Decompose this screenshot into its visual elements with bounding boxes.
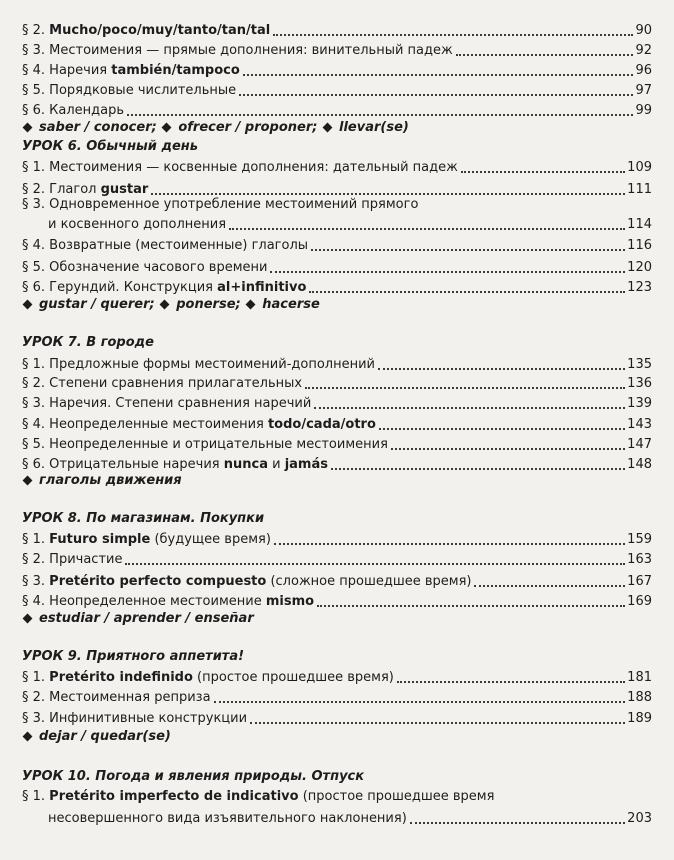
verb-list xyxy=(22,296,320,314)
entry-text: и косвенного дополнения xyxy=(48,217,227,232)
verb-item: hacerse xyxy=(262,297,320,312)
page-number: 92 xyxy=(635,43,652,58)
entry-term: mismo xyxy=(265,594,315,609)
entry-text: § 5. Порядковые числительные xyxy=(22,83,237,98)
toc-entry-label xyxy=(22,62,240,80)
dot-leader xyxy=(127,113,633,116)
toc-entry[interactable] xyxy=(22,393,652,413)
toc-entry-line xyxy=(22,788,494,806)
dot-leader xyxy=(229,227,625,230)
page-number: 139 xyxy=(627,396,652,411)
verb-item: глаголы движения xyxy=(39,473,182,488)
lesson-title[interactable]: УРОК 9. Приятного аппетита! xyxy=(22,649,245,664)
toc-entry[interactable] xyxy=(22,277,652,297)
entry-text: § 2. Степени сравнения прилагательных xyxy=(22,376,303,391)
toc-entry-label xyxy=(22,102,124,120)
dot-leader xyxy=(274,542,625,545)
entry-text: § 5. Неопределенные и отрицательные местоимения xyxy=(22,437,388,452)
entry-text: § 2. xyxy=(22,23,50,38)
page-number: 135 xyxy=(627,357,652,372)
entry-term: Pretérito imperfecto de indicativo xyxy=(49,789,299,804)
verb-item: gustar / querer; xyxy=(39,297,155,312)
toc-entry-label xyxy=(22,82,236,100)
diamond-bullet-icon xyxy=(23,475,33,485)
page-number: 116 xyxy=(627,238,652,253)
verb-item: ponerse; xyxy=(176,297,241,312)
page-number: 109 xyxy=(627,160,652,175)
diamond-bullet-icon xyxy=(323,122,333,132)
entry-text: § 6. Герундий. Конструкция xyxy=(22,280,218,295)
toc-entry[interactable] xyxy=(22,687,652,707)
toc-entry-label xyxy=(22,395,311,413)
toc-entry-label xyxy=(22,416,376,434)
lesson-title[interactable]: УРОК 8. По магазинам. Покупки xyxy=(22,511,265,526)
toc-entry-label xyxy=(22,669,394,687)
toc-entry[interactable] xyxy=(22,40,652,60)
diamond-bullet-icon xyxy=(160,299,170,309)
toc-entry[interactable] xyxy=(48,214,652,234)
diamond-bullet-icon xyxy=(246,299,256,309)
dot-leader xyxy=(305,386,625,389)
entry-term: al+infinitivo xyxy=(217,280,307,295)
dot-leader xyxy=(391,447,625,450)
dot-leader xyxy=(410,821,625,824)
verb-item: saber / conocer; xyxy=(39,120,157,135)
toc-entry-label xyxy=(22,710,247,728)
page-number: 96 xyxy=(635,63,652,78)
toc-entry[interactable] xyxy=(48,808,652,828)
entry-text: § 4. Возвратные (местоименные) глаголы xyxy=(22,238,309,253)
entry-term: Mucho/poco/muy/tanto/tan/tal xyxy=(49,23,271,38)
dot-leader xyxy=(331,467,625,470)
dot-leader xyxy=(456,53,634,56)
toc-entry-line xyxy=(22,196,418,214)
entry-term: jamás xyxy=(284,457,328,472)
dot-leader xyxy=(379,427,625,430)
entry-text: § 4. Неопределенное местоимение xyxy=(22,594,266,609)
entry-term: Futuro simple xyxy=(49,532,151,547)
toc-entry-label xyxy=(22,259,267,277)
toc-entry[interactable] xyxy=(22,667,652,687)
page-number: 120 xyxy=(627,260,652,275)
page-number: 163 xyxy=(627,552,652,567)
verb-item: ofrecer / proponer; xyxy=(178,120,318,135)
entry-term: Pretérito indefinido xyxy=(49,670,193,685)
toc-entry[interactable] xyxy=(22,157,652,177)
entry-text: § 1. xyxy=(22,789,50,804)
entry-text: § 3. Одновременное употребление местоимений прямого xyxy=(22,197,419,212)
dot-leader xyxy=(214,700,626,703)
entry-term: gustar xyxy=(100,182,149,197)
page-number: 136 xyxy=(627,376,652,391)
entry-text: § 2. Глагол xyxy=(22,182,101,197)
verb-list xyxy=(22,610,254,628)
dot-leader xyxy=(461,170,625,173)
dot-leader xyxy=(273,33,633,36)
entry-text-after: (сложное прошедшее время) xyxy=(266,574,472,589)
toc-entry[interactable] xyxy=(22,529,652,549)
toc-entry-label xyxy=(22,159,458,177)
toc-entry-label xyxy=(48,216,226,234)
page-number: 188 xyxy=(627,690,652,705)
page-number: 123 xyxy=(627,280,652,295)
entry-text: § 4. Неопределенные местоимения xyxy=(22,417,268,432)
toc-entry[interactable] xyxy=(22,100,652,120)
lesson-title[interactable]: УРОК 6. Обычный день xyxy=(22,139,198,154)
toc-entry-label xyxy=(48,810,407,828)
entry-text: § 6. Календарь xyxy=(22,103,125,118)
toc-entry[interactable] xyxy=(22,454,652,474)
toc-entry[interactable] xyxy=(22,257,652,277)
page-number: 114 xyxy=(627,217,652,232)
toc-entry-label xyxy=(22,436,388,454)
toc-entry[interactable] xyxy=(22,591,652,611)
diamond-bullet-icon xyxy=(23,613,33,623)
entry-text: § 2. Местоименная реприза xyxy=(22,690,211,705)
dot-leader xyxy=(309,290,625,293)
entry-text-after: и xyxy=(267,457,285,472)
toc-entry[interactable] xyxy=(22,60,652,80)
entry-text: § 3. xyxy=(22,574,50,589)
page-number: 143 xyxy=(627,417,652,432)
dot-leader xyxy=(397,680,625,683)
page-number: 189 xyxy=(627,711,652,726)
entry-text: (простое прошедшее время xyxy=(298,789,495,804)
entry-term: también/tampoco xyxy=(111,63,240,78)
entry-text: § 5. Обозначение часового времени xyxy=(22,260,268,275)
toc-entry[interactable] xyxy=(22,20,652,40)
dot-leader xyxy=(250,721,625,724)
toc-entry-label xyxy=(22,573,471,591)
entry-text: несовершенного вида изъявительного наклонения) xyxy=(48,811,407,826)
toc-entry-label xyxy=(22,375,302,393)
entry-text: § 4. Наречия xyxy=(22,63,112,78)
toc-entry[interactable] xyxy=(22,571,652,591)
verb-list xyxy=(22,119,409,137)
diamond-bullet-icon xyxy=(23,731,33,741)
verb-item: llevar(se) xyxy=(339,120,409,135)
toc-entry-label xyxy=(22,22,270,40)
page-number: 159 xyxy=(627,532,652,547)
toc-entry[interactable] xyxy=(22,549,652,569)
entry-text: § 3. Наречия. Степени сравнения наречий xyxy=(22,396,312,411)
entry-text: § 1. Местоимения — косвенные дополнения: дательный падеж xyxy=(22,160,458,175)
dot-leader xyxy=(125,562,625,565)
toc-entry-label xyxy=(22,42,453,60)
toc-entry-label xyxy=(22,531,271,549)
diamond-bullet-icon xyxy=(23,122,33,132)
toc-entry[interactable] xyxy=(22,414,652,434)
entry-term: todo/cada/otro xyxy=(267,417,376,432)
toc-entry-label xyxy=(22,551,122,569)
page-number: 147 xyxy=(627,437,652,452)
toc-entry[interactable] xyxy=(22,354,652,374)
toc-entry[interactable] xyxy=(22,708,652,728)
dot-leader xyxy=(151,192,625,195)
lesson-title[interactable]: УРОК 7. В городе xyxy=(22,335,154,350)
verb-item: estudiar / aprender / enseñar xyxy=(39,611,254,626)
toc-entry-label xyxy=(22,279,306,297)
entry-text: § 1. xyxy=(22,532,50,547)
dot-leader xyxy=(311,248,625,251)
dot-leader xyxy=(317,604,625,607)
verb-list xyxy=(22,472,182,490)
toc-entry[interactable] xyxy=(22,80,652,100)
entry-text: § 1. Предложные формы местоимений-дополнений xyxy=(22,357,375,372)
entry-text: § 3. Местоимения — прямые дополнения: винительный падеж xyxy=(22,43,453,58)
entry-term: nunca xyxy=(223,457,268,472)
toc-entry-label xyxy=(22,237,308,255)
dot-leader xyxy=(239,93,633,96)
entry-text-after: (будущее время) xyxy=(150,532,271,547)
page-number: 167 xyxy=(627,574,652,589)
page-number: 97 xyxy=(635,83,652,98)
toc-entry[interactable] xyxy=(22,235,652,255)
dot-leader xyxy=(474,584,625,587)
entry-text: § 3. Инфинитивные конструкции xyxy=(22,711,248,726)
toc-entry[interactable] xyxy=(22,434,652,454)
verb-item: dejar / quedar(se) xyxy=(39,729,171,744)
page-number: 181 xyxy=(627,670,652,685)
entry-text: § 6. Отрицательные наречия xyxy=(22,457,224,472)
toc-entry-label xyxy=(22,689,211,707)
toc-entry-label xyxy=(22,356,375,374)
toc-entry-label xyxy=(22,593,314,611)
dot-leader xyxy=(243,73,634,76)
entry-text-after: (простое прошедшее время) xyxy=(192,670,394,685)
verb-list xyxy=(22,728,171,746)
entry-term: Pretérito perfecto compuesto xyxy=(49,574,267,589)
diamond-bullet-icon xyxy=(162,122,172,132)
page-number: 99 xyxy=(635,103,652,118)
dot-leader xyxy=(314,406,625,409)
page-number: 148 xyxy=(627,457,652,472)
dot-leader xyxy=(378,367,625,370)
page-number: 111 xyxy=(627,182,652,197)
page-number: 90 xyxy=(635,23,652,38)
page-number: 203 xyxy=(627,811,652,826)
lesson-title[interactable]: УРОК 10. Погода и явления природы. Отпуск xyxy=(22,769,365,784)
dot-leader xyxy=(270,270,625,273)
entry-text: § 1. xyxy=(22,670,50,685)
entry-text: § 2. Причастие xyxy=(22,552,123,567)
page-number: 169 xyxy=(627,594,652,609)
toc-entry[interactable] xyxy=(22,373,652,393)
diamond-bullet-icon xyxy=(23,299,33,309)
